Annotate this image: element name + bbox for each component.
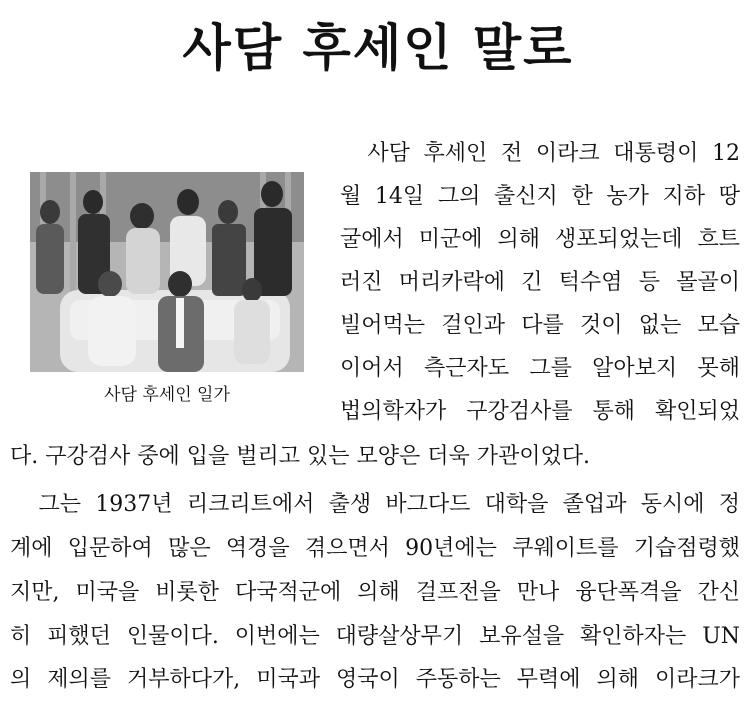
- paragraph2-line: 히 피했던 인물이다. 이번에는 대량살상무기 보유설을 확인하자는 UN: [10, 624, 740, 649]
- paragraph1-line: 러진 머리카락에 긴 턱수염 등 몰골이: [340, 270, 740, 295]
- paragraph2-line: 의 제의를 거부하다가, 미국과 영국이 주동하는 무력에 의해 이라크가: [10, 667, 740, 692]
- family-photo-illustration: [30, 172, 304, 372]
- family-photo: [30, 172, 304, 372]
- paragraph1-line: 이어서 측근자도 그를 알아보지 못해: [340, 356, 740, 381]
- paragraph1-line: 사담 후세인 전 이라크 대통령이 12: [340, 141, 740, 166]
- paragraph1-line: 굴에서 미군에 의해 생포되었는데 흐트: [340, 227, 740, 252]
- paragraph1-line: 빌어먹는 걸인과 다를 것이 없는 모습: [340, 313, 740, 338]
- paragraph2-line: 계에 입문하여 많은 역경을 겪으면서 90년에는 쿠웨이트를 기습점령했: [10, 536, 740, 561]
- photo-caption: 사담 후세인 일가: [104, 385, 230, 405]
- page-title: 사담 후세인 말로: [182, 18, 574, 77]
- paragraph1-line: 월 14일 그의 출신지 한 농가 지하 땅: [340, 184, 740, 209]
- paragraph2-line: 그는 1937년 리크리트에서 출생 바그다드 대학을 졸업과 동시에 정: [10, 492, 740, 517]
- paragraph2-line: 지만, 미국을 비롯한 다국적군에 의해 걸프전을 만나 융단폭격을 간신: [10, 580, 740, 605]
- paragraph1-line: 법의학자가 구강검사를 통해 확인되었: [340, 399, 740, 424]
- paragraph1-line: 다. 구강검사 중에 입을 벌리고 있는 모양은 더욱 가관이었다.: [10, 444, 590, 469]
